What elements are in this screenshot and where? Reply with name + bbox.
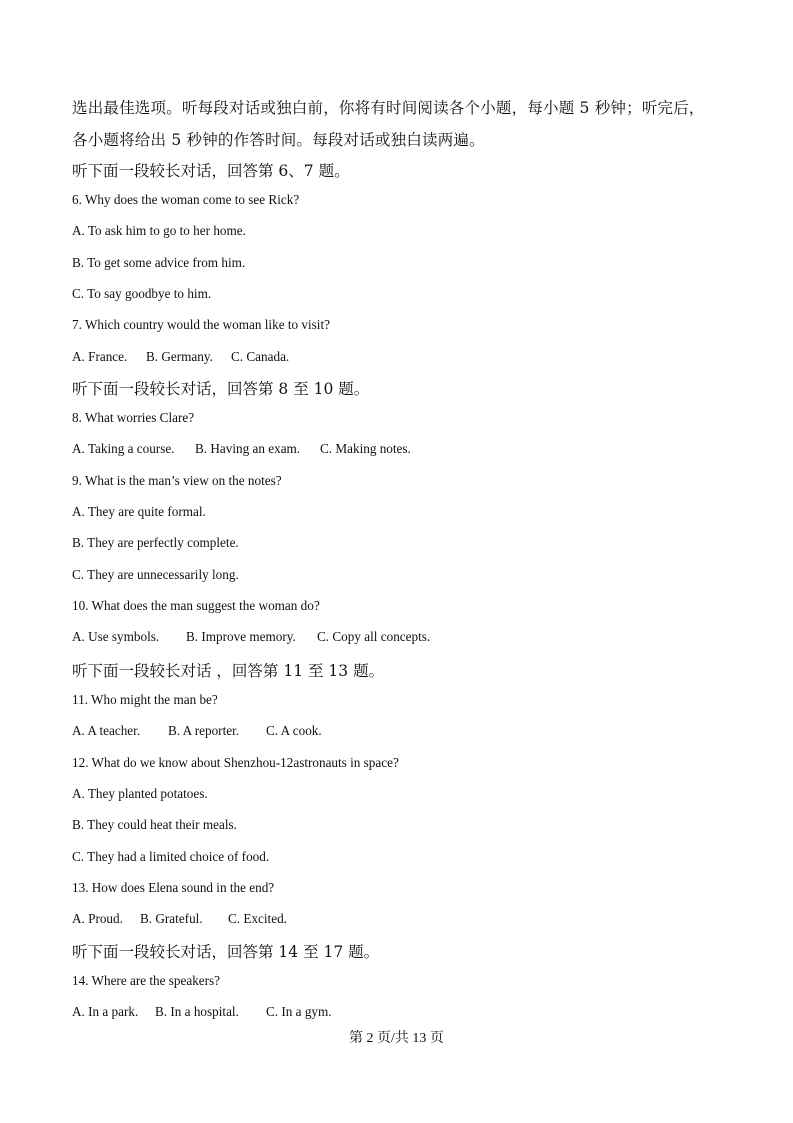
answer-option: C. Copy all concepts. bbox=[317, 629, 431, 645]
intro-line-2: 各小题将给出 5 秒钟的作答时间。每段对话或独白读两遍。 bbox=[72, 131, 485, 149]
answer-option: C. To say goodbye to him. bbox=[72, 285, 212, 301]
answer-option: B. They are perfectly complete. bbox=[72, 535, 239, 551]
question-stem: 10. What does the man suggest the woman do? bbox=[72, 597, 320, 613]
question-stem: 8. What worries Clare? bbox=[72, 410, 195, 425]
answer-option: B. Improve memory. bbox=[186, 629, 296, 645]
answer-option: B. To get some advice from him. bbox=[72, 254, 246, 270]
section-heading: 听下面一段较长对话 ，回答第 11 至 13 题。 bbox=[72, 662, 385, 680]
answer-option: A. Use symbols. bbox=[72, 629, 160, 645]
answer-option: A. In a park. bbox=[72, 1004, 139, 1020]
answer-option: A. Proud. bbox=[72, 911, 123, 927]
answer-option: C. Excited. bbox=[228, 911, 287, 927]
answer-option: B. They could heat their meals. bbox=[72, 817, 237, 833]
answer-option: C. They had a limited choice of food. bbox=[72, 848, 270, 864]
question-stem: 12. What do we know about Shenzhou-12astronauts in space? bbox=[72, 754, 399, 770]
section-heading: 听下面一段较长对话，回答第 14 至 17 题。 bbox=[72, 943, 380, 961]
answer-option: A. A teacher. bbox=[72, 723, 141, 739]
answer-option: B. Germany. bbox=[146, 348, 213, 364]
answer-option: A. They planted potatoes. bbox=[72, 785, 208, 801]
question-stem: 14. Where are the speakers? bbox=[72, 973, 221, 988]
question-stem: 6. Why does the woman come to see Rick? bbox=[72, 192, 300, 207]
section-heading: 听下面一段较长对话，回答第 6、7 题。 bbox=[72, 162, 350, 180]
page-footer: 第 2 页/共 13 页 bbox=[349, 1031, 444, 1046]
question-stem: 11. Who might the man be? bbox=[72, 692, 218, 707]
answer-option: B. In a hospital. bbox=[155, 1004, 239, 1020]
answer-option: C. Canada. bbox=[231, 348, 290, 364]
answer-option: A. Taking a course. bbox=[72, 441, 175, 457]
intro-line-1: 选出最佳选项。听每段对话或独白前，你将有时间阅读各个小题，每小题 5 秒钟；听完后， bbox=[72, 99, 705, 117]
answer-option: A. France. bbox=[72, 348, 128, 364]
answer-option: C. In a gym. bbox=[266, 1004, 332, 1020]
answer-option: C. Making notes. bbox=[320, 441, 411, 457]
answer-option: A. To ask him to go to her home. bbox=[72, 223, 246, 239]
question-stem: 13. How does Elena sound in the end? bbox=[72, 879, 275, 895]
question-stem: 9. What is the man’s view on the notes? bbox=[72, 472, 282, 488]
answer-option: A. They are quite formal. bbox=[72, 503, 206, 519]
answer-option: C. A cook. bbox=[266, 723, 322, 739]
answer-option: B. A reporter. bbox=[168, 723, 240, 739]
answer-option: C. They are unnecessarily long. bbox=[72, 566, 239, 582]
answer-option: B. Having an exam. bbox=[195, 441, 301, 457]
section-heading: 听下面一段较长对话，回答第 8 至 10 题。 bbox=[72, 380, 370, 398]
question-stem: 7. Which country would the woman like to visit? bbox=[72, 317, 330, 333]
answer-option: B. Grateful. bbox=[140, 911, 203, 927]
